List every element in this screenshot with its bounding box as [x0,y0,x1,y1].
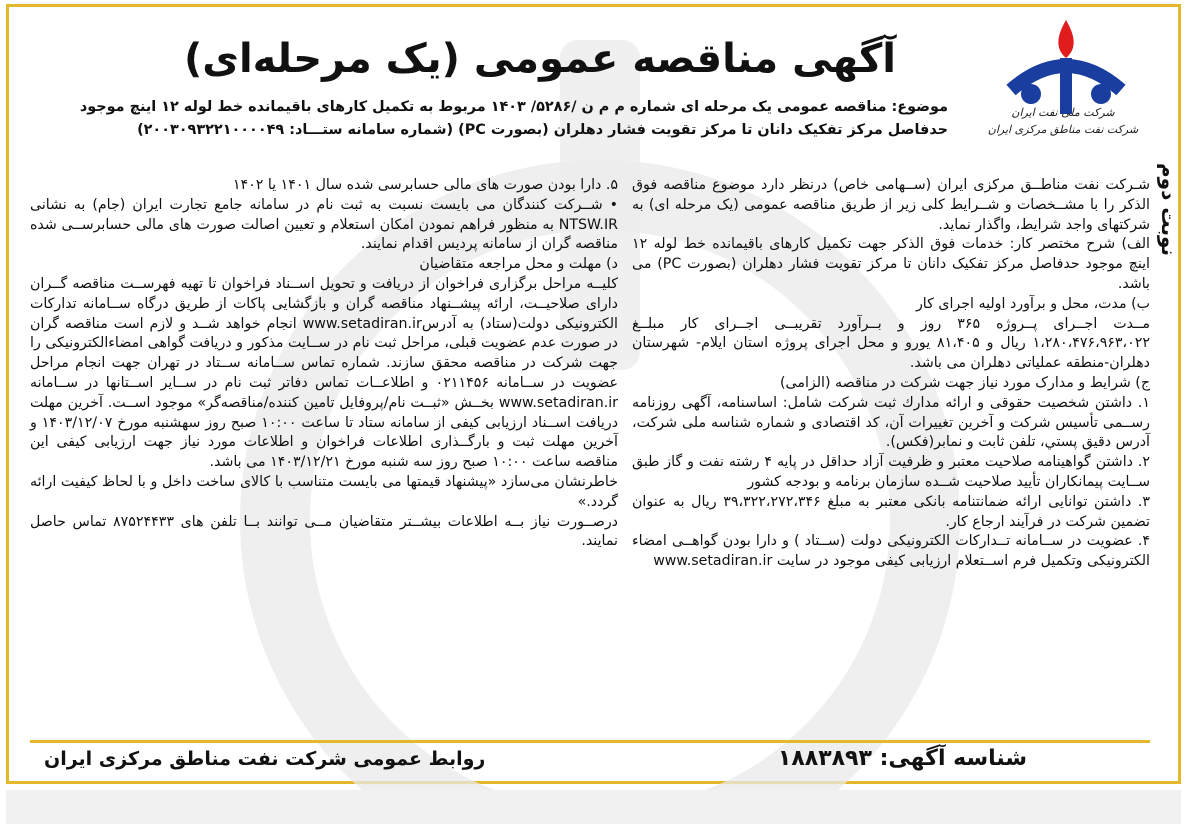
ad-subject [30,96,948,142]
paragraph-duration-estimate: مــدت اجــرای پــروژه ۳۶۵ روز و بــرآورد تقریبــی اجــرای کار مبلــغ ۱،۲۸۰،۴۷۶،۹۶۳،۰۲۲ ریال و ۸۱،۴۰۵ یورو و محل اجرای پروژه استان ایلام- شهرستان دهلران-منطقه عملیاتی دهلران می باشد. [632,315,1151,372]
logo-line-2: شرکت نفت مناطق مرکزی ایران [987,123,1139,136]
paragraph-jim-heading: ج) شرایط و مدارک مورد نیاز جهت شرکت در مناقصه (الزامی) [780,374,1150,391]
subject-line-1: موضوع: مناقصه عمومی یک مرحله ای شماره م م ن /۵۲۸۶/ ۱۴۰۳ مربوط به تکمیل کارهای باقیمانده خط لوله ۱۲ اینچ موجود [79,99,948,115]
paragraph-intro: شـرکت نفت مناطــق مرکزی ایران (ســهامی خاص) درنظر دارد موضوع مناقصه فوق الذکر را با مشــخصات و شــرایط کلی زیر از طریق مناقصه عمومی (یک مرحله ای) به شرکتهای واجد شرایط، واگذار نماید. [632,177,1150,233]
left-column [30,176,618,552]
round-label: نوبت دوم [1157,163,1181,257]
logo-line-1: شرکت ملی نفت ایران [1011,106,1115,119]
ad-identifier: شناسه آگهی: ۱۸۸۳۸۹۳ [777,746,1027,771]
ad-title: آگهی مناقصه عمومی (یک مرحله‌ای) [184,36,896,82]
paragraph-procedure: کلیــه مراحل برگزاری فراخوان از دریافت و تحویل اســناد فراخوان تا تهیه فهرســت مناقصه گــران دارای صلاحیــت، ارائه پیشــنهاد مناقصه گران و بازگشایی پاکات از طریق درگاه ســامانه تدارکات الکترونیکی دولت(ستاد) به آدرسwww.setadiran.ir انجام خواهد شــد و لازم است مناقصه گران در صورت عدم عضویت قبلی، مراحل ثبت نام در ســایت مذکور و دریافت گواهی امضاءالکترونیکی را جهت شرکت در مناقصه محقق سازند. شماره تماس ســامانه ســتاد در تهران جهت انجام مراحل عضویت در ســامانه ۰۲۱۱۴۵۶ و اطلاعــات تماس دفاتر ثبت نام در ســایر اســتانها در ســامانه www.setadiran.ir بخــش «ثبــت نام/پروفایل تامین کننده/مناقصه‌گر» موجود اســت. آخرین مهلت دریافت اســناد ارزیابی کیفی از سامانه ستاد تا ساعت ۱۰:۰۰ صبح روز سهشنبه مورخ ۱۴۰۳/۱۲/۰۷ و آخرین مهلت ثبت و بارگــذاری اطلاعات فراخوان و اطلاعات مورد نیاز جهت ارزیابی کیفی این مناقصه ساعت ۱۰:۰۰ صبح روز سه شنبه مورخ ۱۴۰۳/۱۲/۲۱ می باشد. [30,275,619,471]
note-ntsw: • شــرکت کنندگان می بایست نسبت به ثبت نام در سامانه جامع تجارت ایران (جام) به نشانی NTSW.IR به منظور فراهم نمودن امکان استعلام و تعیین اصالت صورت های مالی حسابرســی شده مناقصه گران از سامانه پردیس اقدام نمایند. [30,196,618,253]
condition-2: ۲. داشتن گواهینامه صلاحیت معتبر و ظرفیت آزاد حداقل در پایه ۴ رشته نفت و گاز طبق ســایت پیمانکاران تأیید صلاحیت شــده سازمان برنامه و بودجه کشور [632,454,1150,490]
right-column [632,176,1150,572]
paragraph-contact: درصــورت نیاز بــه اطلاعات بیشــتر متقاضیان مــی توانند بــا تلفن های ۸۷۵۲۴۴۳۳ تماس حاصل نمایند. [30,513,618,550]
public-relations-signature: روابط عمومی شرکت نفت مناطق مرکزی ایران [44,748,486,770]
condition-4: ۴. عضويت در ســامانه تــدارکات الکترونیکی دولت (ســتاد ) و دارا بودن گواهــی امضاء الکترونیکی وتکمیل فرم اســتعلام ارزیابی کیفی موجود در سایت www.setadiran.ir [632,533,1150,570]
paragraph-price-note: خاطرنشان می‌سازد «پیشنهاد قیمتها می بایست متناسب با کالای ساخت داخل و با لحاظ کیفیت ارائه گردد.» [30,473,618,510]
condition-1: ۱. داشتن شخصیت حقوقی و ارائه مدارك ثبت شركت شامل: اساسنامه، آگهی روزنامه رســمی تأسیس شرکت و آخرین تغییرات آن، کد اقتصادی و شماره شناسه ملی شرکت، آدرس دقيق پستي، تلفن ثابت و نمابر(فكس). [632,394,1150,451]
condition-5: ۵. دارا بودن صورت های مالی حسابرسی شده سال ۱۴۰۱ یا ۱۴۰۲ [232,177,618,193]
paragraph-dal-heading: د) مهلت و محل مراجعه متقاضیان [419,256,618,273]
nioc-logo-icon [991,12,1141,162]
bottom-strip [6,790,1181,824]
paragraph-alef: الف) شرح مختصر کار: خدمات فوق الذکر جهت تکمیل کارهای باقیمانده خط لوله ۱۲ اینچ موجود حدفاصل مرکز تفکیک دانان تا مرکز تقویت فشار دهلران (بصورت PC) می باشد. [632,236,1150,292]
condition-3: ۳. داشتن توانایی ارائه ضمانتنامه بانکی معتبر به مبلغ ۳۹،۳۲۲،۲۷۲،۳۴۶ ریال به عنوان تضمین شرکت در فرآیند ارجاع کار. [632,493,1150,530]
footer-divider [30,740,1150,743]
logo-caption [983,104,1143,138]
subject-line-2: حدفاصل مرکز تفکیک دانان تا مرکز تقویت فشار دهلران (بصورت PC) (شماره سامانه ستـــاد: ۲۰۰۳۰۹۳۲۲۱۰۰۰۰۴۹) [137,122,948,138]
paragraph-be-heading: ب) مدت، محل و برآورد اولیه اجرای کار [915,295,1150,312]
